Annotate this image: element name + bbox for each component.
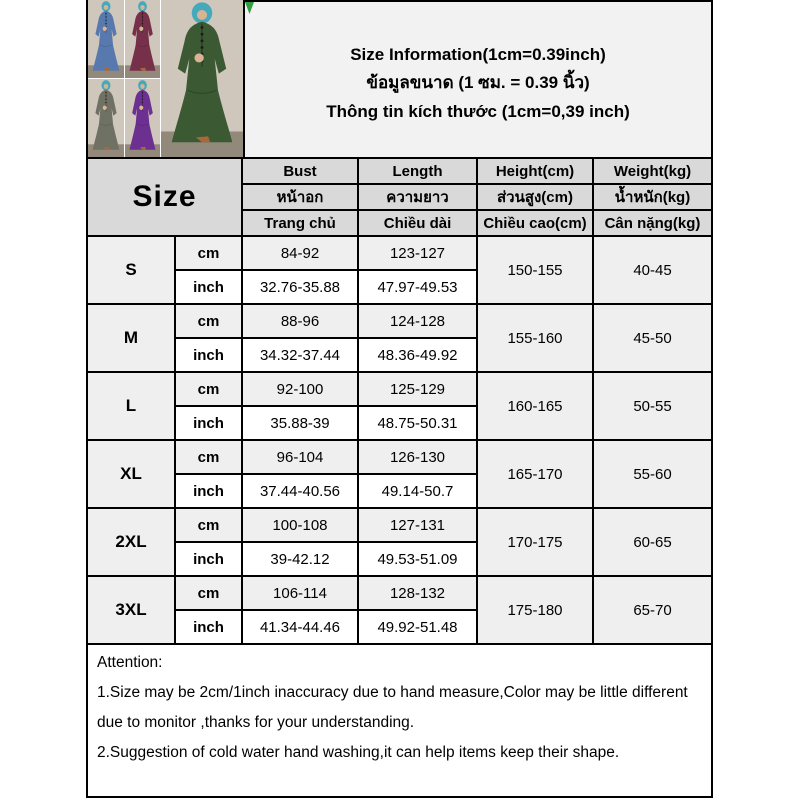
bust-inch: 32.76-35.88 xyxy=(242,270,358,304)
product-photo-blue xyxy=(88,0,124,78)
bust-inch: 39-42.12 xyxy=(242,542,358,576)
unit-cell: cm xyxy=(175,304,242,338)
bust-cm: 88-96 xyxy=(242,304,358,338)
unit-cell: cm xyxy=(175,236,242,270)
weight-range: 65-70 xyxy=(593,576,712,644)
col-header-length-th: ความยาว xyxy=(358,184,477,210)
col-header-length-vi: Chiều dài xyxy=(358,210,477,236)
table-row xyxy=(87,304,712,338)
unit-cell: inch xyxy=(175,542,242,576)
size-chart-sheet xyxy=(86,0,713,798)
table-row xyxy=(87,508,712,542)
length-cm: 123-127 xyxy=(358,236,477,270)
length-cm: 126-130 xyxy=(358,440,477,474)
size-label: XL xyxy=(87,440,175,508)
bust-inch: 34.32-37.44 xyxy=(242,338,358,372)
unit-cell: inch xyxy=(175,270,242,304)
col-header-height-th: ส่วนสูง(cm) xyxy=(477,184,593,210)
unit-cell: inch xyxy=(175,610,242,644)
length-cm: 127-131 xyxy=(358,508,477,542)
unit-cell: inch xyxy=(175,474,242,508)
col-header-weight-vi: Cân nặng(kg) xyxy=(593,210,712,236)
product-photo-green xyxy=(161,0,243,157)
weight-range: 60-65 xyxy=(593,508,712,576)
unit-cell: inch xyxy=(175,406,242,440)
attention-line-2: 2.Suggestion of cold water hand washing,it can help items keep their shape. xyxy=(97,743,620,761)
unit-cell: cm xyxy=(175,440,242,474)
unit-cell: cm xyxy=(175,508,242,542)
size-label: 2XL xyxy=(87,508,175,576)
length-cm: 125-129 xyxy=(358,372,477,406)
length-inch: 49.53-51.09 xyxy=(358,542,477,576)
col-header-length-en: Length xyxy=(358,158,477,184)
height-range: 150-155 xyxy=(477,236,593,304)
col-header-bust-en: Bust xyxy=(242,158,358,184)
bust-cm: 84-92 xyxy=(242,236,358,270)
table-row xyxy=(87,576,712,610)
product-photo-collage xyxy=(88,0,243,157)
size-header-cell: Size xyxy=(87,158,242,236)
table-row xyxy=(87,236,712,270)
attention-line-1: 1.Size may be 2cm/1inch inaccuracy due to hand measure,Color may be little different due to monitor ,thanks for your understanding. xyxy=(97,683,688,731)
bust-cm: 96-104 xyxy=(242,440,358,474)
title-vietnamese: Thông tin kích thước (1cm=0,39 inch) xyxy=(326,101,630,121)
product-photo-gray xyxy=(88,79,124,157)
unit-cell: cm xyxy=(175,372,242,406)
bust-cm: 92-100 xyxy=(242,372,358,406)
col-header-bust-th: หน้าอก xyxy=(242,184,358,210)
weight-range: 40-45 xyxy=(593,236,712,304)
top-band xyxy=(86,0,713,157)
length-inch: 48.36-49.92 xyxy=(358,338,477,372)
col-header-bust-vi: Trang chủ xyxy=(242,210,358,236)
length-cm: 128-132 xyxy=(358,576,477,610)
attention-title: Attention: xyxy=(97,654,163,671)
cell-flag-triangle-icon xyxy=(245,2,254,14)
table-row xyxy=(87,372,712,406)
size-label: 3XL xyxy=(87,576,175,644)
length-inch: 49.14-50.7 xyxy=(358,474,477,508)
height-range: 155-160 xyxy=(477,304,593,372)
size-table xyxy=(86,157,713,645)
length-inch: 49.92-51.48 xyxy=(358,610,477,644)
bust-inch: 35.88-39 xyxy=(242,406,358,440)
title-box xyxy=(243,0,713,157)
title-thai: ข้อมูลขนาด (1 ซม. = 0.39 นิ้ว) xyxy=(366,73,590,93)
height-range: 160-165 xyxy=(477,372,593,440)
length-cm: 124-128 xyxy=(358,304,477,338)
bust-inch: 37.44-40.56 xyxy=(242,474,358,508)
col-header-height-vi: Chiều cao(cm) xyxy=(477,210,593,236)
table-row xyxy=(87,440,712,474)
weight-range: 45-50 xyxy=(593,304,712,372)
weight-range: 50-55 xyxy=(593,372,712,440)
attention-note xyxy=(86,645,713,798)
weight-range: 55-60 xyxy=(593,440,712,508)
unit-cell: cm xyxy=(175,576,242,610)
length-inch: 48.75-50.31 xyxy=(358,406,477,440)
col-header-height-en: Height(cm) xyxy=(477,158,593,184)
title-english: Size Information(1cm=0.39inch) xyxy=(350,44,606,64)
bust-cm: 100-108 xyxy=(242,508,358,542)
product-photo-purple xyxy=(125,79,160,157)
unit-cell: inch xyxy=(175,338,242,372)
col-header-weight-th: น้ำหนัก(kg) xyxy=(593,184,712,210)
height-range: 175-180 xyxy=(477,576,593,644)
size-label: L xyxy=(87,372,175,440)
bust-inch: 41.34-44.46 xyxy=(242,610,358,644)
height-range: 165-170 xyxy=(477,440,593,508)
length-inch: 47.97-49.53 xyxy=(358,270,477,304)
size-label: M xyxy=(87,304,175,372)
size-label: S xyxy=(87,236,175,304)
product-photo-maroon xyxy=(125,0,160,78)
col-header-weight-en: Weight(kg) xyxy=(593,158,712,184)
height-range: 170-175 xyxy=(477,508,593,576)
bust-cm: 106-114 xyxy=(242,576,358,610)
